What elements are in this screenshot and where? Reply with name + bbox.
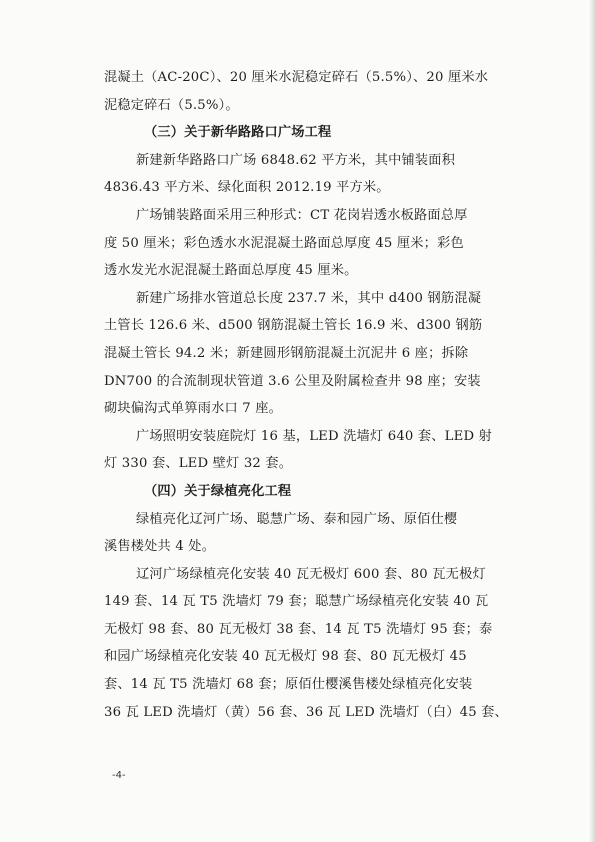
text-line: 149 套、14 瓦 T5 洗墙灯 79 套；聪慧广场绿植亮化安装 40 瓦	[104, 594, 489, 610]
text-line: 和园广场绿植亮化安装 40 瓦无极灯 98 套、80 瓦无极灯 45	[104, 649, 467, 665]
text-line: 泥稳定碎石（5.5%）。	[104, 97, 239, 113]
text-line: 砌块偏沟式单箅雨水口 7 座。	[104, 401, 283, 417]
text-line: 混凝土管长 94.2 米；新建圆形钢筋混凝土沉泥井 6 座；拆除	[104, 345, 469, 361]
text-line: 土管长 126.6 米、d500 钢筋混凝土管长 16.9 米、d300 钢筋	[104, 318, 483, 334]
text-line: 溪售楼处共 4 处。	[104, 539, 216, 555]
text-line: 套、14 瓦 T5 洗墙灯 68 套；原佰仕樱溪售楼处绿植亮化安装	[104, 677, 473, 693]
text-line: 4836.43 平方米、绿化面积 2012.19 平方米。	[104, 180, 390, 196]
text-line: 透水发光水泥混凝土路面总厚度 45 厘米。	[104, 263, 358, 279]
text-line: 辽河广场绿植亮化安装 40 瓦无极灯 600 套、80 瓦无极灯	[136, 566, 486, 582]
text-line: 广场铺装路面采用三种形式：CT 花岗岩透水板路面总厚	[136, 207, 468, 223]
text-line: 广场照明安装庭院灯 16 基，LED 洗墙灯 640 套、LED 射	[136, 428, 493, 444]
page-edge-shadow	[589, 0, 595, 842]
text-line: 度 50 厘米；彩色透水水泥混凝土路面总厚度 45 厘米；彩色	[104, 235, 464, 251]
text-line: 绿植亮化辽河广场、聪慧广场、泰和园广场、原佰仕樱	[136, 511, 458, 527]
section-heading: （三）关于新华路路口广场工程	[144, 125, 332, 141]
text-line: 混凝土（AC-20C）、20 厘米水泥稳定碎石（5.5%）、20 厘米水	[104, 70, 489, 85]
text-line: 新建新华路路口广场 6848.62 平方米，其中铺装面积	[136, 152, 456, 168]
text-line: 灯 330 套、LED 壁灯 32 套。	[104, 456, 293, 472]
body-text	[104, 64, 514, 726]
text-line: 36 瓦 LED 洗墙灯（黄）56 套、36 瓦 LED 洗墙灯（白）45 套、	[104, 704, 508, 720]
text-line: 无极灯 98 套、80 瓦无极灯 38 套、14 瓦 T5 洗墙灯 95 套；泰	[104, 621, 493, 637]
page-number: -4-	[112, 770, 126, 781]
section-heading: （四）关于绿植亮化工程	[144, 483, 292, 499]
text-line: DN700 的合流制现状管道 3.6 公里及附属检查井 98 座；安装	[104, 373, 481, 389]
text-line: 新建广场排水管道总长度 237.7 米，其中 d400 钢筋混凝	[136, 290, 482, 306]
